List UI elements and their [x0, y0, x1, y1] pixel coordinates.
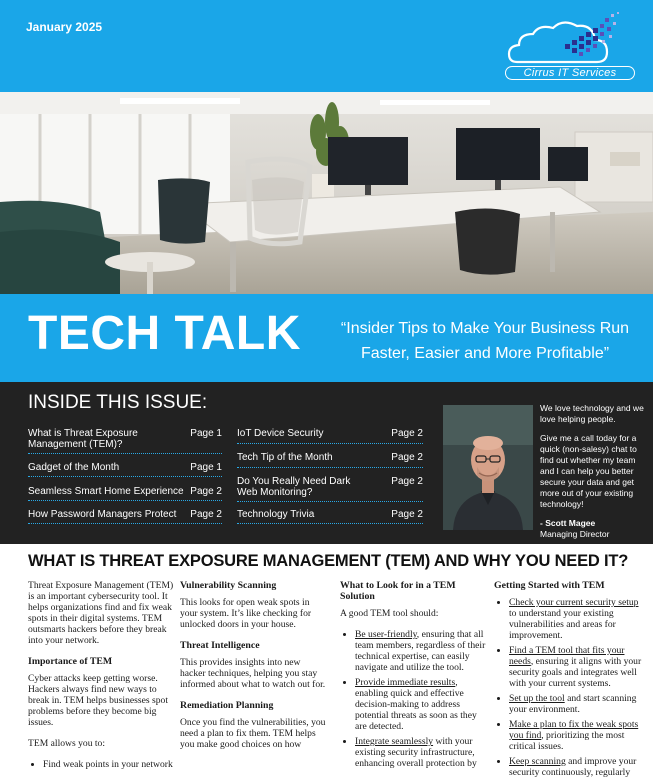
article-title: WHAT IS THREAT EXPOSURE MANAGEMENT (TEM) AND WHY YOU NEED IT?	[28, 552, 629, 570]
issue-date: January 2025	[26, 20, 103, 34]
director-note	[540, 403, 650, 540]
toc-right	[237, 382, 423, 542]
inline-link[interactable]: Find a TEM tool that fits your needs	[509, 645, 625, 667]
toc-item-label: Technology Trivia	[237, 509, 315, 520]
inline-link[interactable]: Make a plan to fix the weak spots you find	[509, 719, 639, 741]
list-item	[509, 597, 644, 641]
list-item	[355, 677, 486, 732]
section-heading: Importance of TEM	[28, 656, 113, 667]
toc-item[interactable]	[28, 428, 222, 454]
list-item	[355, 629, 486, 673]
article-paragraph: A good TEM tool should:	[340, 608, 439, 619]
toc-item-label: Gadget of the Month	[28, 462, 120, 473]
inline-link[interactable]: Be user-friendly	[355, 629, 417, 640]
article-column-4	[494, 580, 644, 784]
toc-item-page: Page 2	[190, 509, 222, 520]
toc-item-label: Tech Tip of the Month	[237, 452, 333, 463]
section-heading: Vulnerability Scanning	[180, 580, 277, 591]
section-heading: What to Look for in a TEM Solution	[340, 580, 456, 602]
list-item-text: , enabling quick and effective decision-making to address potential threats as soon as they are detected.	[355, 677, 477, 732]
tagline-line-2: Faster, Easier and More Profitable”	[360, 345, 610, 362]
list-item-text: with your existing security infrastructure, enhancing overall protection by	[355, 736, 477, 769]
toc-item[interactable]	[28, 486, 222, 501]
inline-link[interactable]: Check your current security setup	[509, 597, 639, 608]
toc-item[interactable]	[237, 452, 423, 468]
toc-item-page: Page 2	[391, 476, 423, 487]
about-paragraph: Give me a call today for a quick (non-salesy) chat to find out whether my team and I can help you better secure your data and get more out of your existing technology!	[540, 433, 637, 509]
list-item	[355, 736, 486, 769]
toc-item[interactable]	[28, 462, 222, 477]
signature-name: - Scott Magee	[540, 518, 596, 528]
toc-item-page: Page 2	[391, 509, 423, 520]
about-paragraph: We love technology and we love helping people.	[540, 403, 644, 424]
toc-item-page: Page 1	[190, 462, 222, 473]
title-band	[0, 294, 653, 382]
person-photo-icon	[443, 405, 533, 530]
office-photo	[0, 92, 653, 294]
toc-item[interactable]	[237, 428, 423, 444]
article-paragraph: Once you find the vulnerabilities, you need a plan to fix them. TEM helps you make good choices on how	[180, 717, 326, 750]
toc-item-label: Seamless Smart Home Experience	[28, 486, 184, 497]
list-item-text: , ensuring it aligns with your security goals and integrates well with your current systems.	[509, 656, 642, 689]
toc-left	[28, 382, 222, 542]
toc-item[interactable]	[237, 509, 423, 524]
toc-item-label-line: Do You Really Need Dark	[237, 476, 351, 487]
article-paragraph: TEM allows you to:	[28, 738, 106, 749]
article-column-2	[180, 580, 328, 760]
article-paragraph: Cyber attacks keep getting worse. Hackers always find new ways to break in. TEM helps businesses spot problems before they become big issues.	[28, 673, 168, 728]
list-item-text: , prioritizing the most critical issues.	[509, 730, 625, 752]
list-item	[509, 756, 644, 778]
logo-wordmark: Cirrus IT Services	[505, 66, 635, 80]
list-item: • Find weak points in your network	[43, 759, 176, 770]
list-item-text: and improve your security continuously, regularly	[509, 756, 637, 778]
bullet-list	[28, 759, 176, 770]
list-item-text: and start scanning your environment.	[509, 693, 637, 715]
tagline	[330, 316, 640, 366]
section-heading: Threat Intelligence	[180, 640, 260, 651]
list-item	[509, 645, 644, 689]
inline-link[interactable]: Provide immediate results	[355, 677, 456, 688]
cloud-logo-icon	[505, 10, 635, 70]
newsletter-title: TECH TALK	[28, 307, 301, 360]
inline-link[interactable]: Set up the tool	[509, 693, 565, 704]
list-item	[509, 719, 644, 752]
toc-item-label-line: What is Threat Exposure	[28, 428, 138, 439]
section-heading: Remediation Planning	[180, 700, 274, 711]
article-paragraph: This provides insights into new hacker techniques, helping you stay informed about what to watch out for.	[180, 657, 326, 690]
inside-this-issue	[0, 382, 653, 544]
toc-item-label	[28, 428, 138, 450]
toc-item-page: Page 2	[391, 428, 423, 439]
inline-link[interactable]: Keep scanning	[509, 756, 566, 767]
inline-link[interactable]: Integrate seamlessly	[355, 736, 434, 747]
inside-title: INSIDE THIS ISSUE:	[28, 392, 208, 413]
list-item-text: , ensuring that all team members, regardless of their technical expertise, can easily navigate and utilize the tool.	[355, 629, 486, 673]
section-heading: Getting Started with TEM	[494, 580, 605, 591]
tagline-line-1: “Insider Tips to Make Your Business Run	[340, 320, 630, 337]
masthead	[0, 0, 653, 92]
bullet-list	[494, 597, 644, 778]
signature-title: Managing Director	[540, 529, 610, 539]
toc-item-label-line: Web Monitoring?	[237, 487, 313, 498]
director-portrait	[443, 405, 533, 530]
article-column-3	[340, 580, 486, 775]
article-paragraph: This looks for open weak spots in your system. It’s like checking for unlocked doors in your house.	[180, 597, 312, 630]
list-item	[509, 693, 644, 715]
list-item-text: to understand your existing vulnerabilities and areas for improvement.	[509, 608, 616, 641]
article-paragraph: Threat Exposure Management (TEM) is an important cybersecurity tool. It helps organizations find and fix weak spots in their digital systems. TEM outsmarts hackers before they break into your network.	[28, 580, 174, 646]
toc-item-label-line: Management (TEM)?	[28, 439, 123, 450]
bullet-list	[340, 629, 486, 769]
toc-item-label: IoT Device Security	[237, 428, 324, 439]
toc-item-label: How Password Managers Protect	[28, 509, 177, 520]
toc-item[interactable]	[237, 476, 423, 502]
toc-item-page: Page 2	[391, 452, 423, 463]
toc-item-page: Page 1	[190, 428, 222, 439]
toc-item-label	[237, 476, 350, 498]
company-logo	[505, 10, 635, 85]
toc-item[interactable]	[28, 509, 222, 524]
toc-item-page: Page 2	[190, 486, 222, 497]
article-column-1	[28, 580, 176, 776]
office-interior-image	[0, 92, 653, 294]
